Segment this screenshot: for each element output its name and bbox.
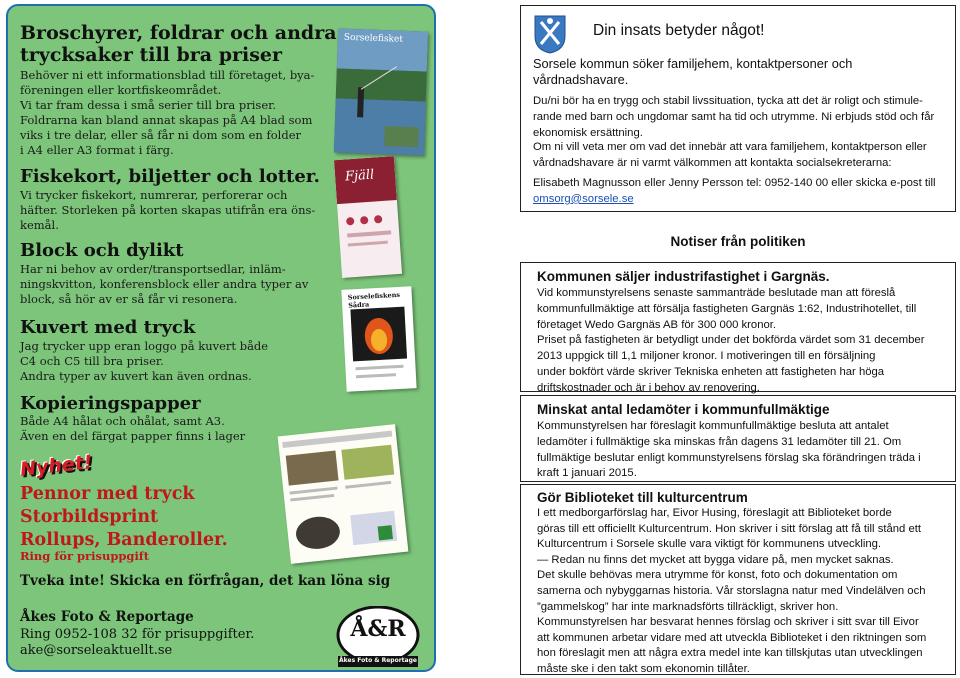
notis-line: Kommunstyrelsen har föreslagit kommunfullmäktige besluta att antalet (537, 420, 889, 432)
folder-layout-icon (278, 424, 409, 564)
kopiering-heading: Kopieringspapper (20, 393, 201, 414)
block-line: block, så hör av er så får vi resonera. (20, 292, 238, 306)
ring-prisuppgift: Ring för prisuppgift (20, 549, 150, 563)
company-name: Åkes Foto & Reportage (20, 609, 194, 625)
ad-intro-line: Vi tar fram dessa i små serier till bra priser. (20, 98, 277, 112)
kopiering-text (20, 414, 245, 444)
brochure-thumbnail-fire (341, 286, 416, 392)
thumb2-title: Fjäll (344, 167, 375, 185)
sorsele-coat-of-arms-icon (533, 14, 567, 54)
notis-line: Vid kommunstyrelsens senaste sammanträde beslutade man att föreslå (537, 287, 896, 299)
thumb3-title: Sorselefiskens Sådra (347, 290, 401, 310)
block-line: Har ni behov av order/transportsedlar, inläm- (20, 262, 286, 276)
logo-subtitle: Åkes Foto & Reportage (339, 657, 417, 664)
insats-box (520, 5, 956, 212)
fiske-line: kemål. (20, 218, 59, 232)
notis-line: 2013 uppgick till 1,1 miljoner kronor. I motiveringen till en försäljning (537, 350, 876, 363)
notis-bibliotek-text (537, 506, 953, 678)
fiske-text (20, 188, 315, 233)
kuvert-line: Andra typer av kuvert kan även ordnas. (20, 369, 252, 383)
notis-line: under bokfört värde skriver Tekniska enheten att fastigheten har höga (537, 365, 885, 378)
block-text (20, 262, 308, 307)
company-email[interactable]: ake@sorseleaktuellt.se (20, 643, 173, 658)
akes-logo (336, 606, 420, 668)
notis-ledamoter-title: Minskat antal ledamöter i kommunfullmäktige (537, 402, 830, 417)
notis-line: kommunfullmäktige att försälja fastigheten Gargnäs 1:62, Industrihotellet, till (537, 302, 917, 315)
kuvert-line: C4 och C5 till bra priser. (20, 354, 164, 368)
notiser-heading: Notiser från politiken (670, 234, 806, 249)
notis-line: att kommunen arbetar vidare med att utveckla Biblioteket i den riktningen som (537, 631, 927, 644)
fiske-line: Vi trycker fiskekort, numrerar, perforerar och (20, 188, 288, 202)
ad-intro-line: Foldrarna kan bland annat skapas på A4 blad som (20, 113, 313, 127)
brochure-thumbnail-folder (278, 424, 409, 564)
notis-line: I ett medborgarförslag har, Eivor Husing, föreslagit att Biblioteket borde (537, 507, 892, 519)
notis-line: kraft 1 januari 2015. (537, 467, 637, 480)
ad-title: Broschyrer, foldrar och andra trycksaker till bra priser (20, 22, 337, 66)
insats-p1: Du/ni bör ha en trygg och stabil livssituation, tycka att det är roligt och stimule-rande med barn och ungdomar samt ha tid och utrymme. Ni erbjuds stöd och får ekonomisk ersättning. (533, 95, 935, 139)
insats-subtitle: Sorsele kommun söker familjehem, kontaktpersoner och vårdnadshavare. (533, 56, 853, 87)
notis-box-bibliotek (520, 484, 956, 675)
ad-intro-line: i A4 eller A3 format i färg. (20, 143, 174, 157)
insats-title: Din insats betyder något! (593, 22, 765, 39)
ad-intro-line: viks i tre delar, eller så får ni dom som en folder (20, 128, 302, 142)
notis-bibliotek-title: Gör Biblioteket till kulturcentrum (537, 490, 748, 505)
fiske-line: häfter. Storleken på korten skapas utifrån era öns- (20, 203, 316, 217)
notis-line: ”gammelskog” har inte marknadsförts tillräckligt, skriver hon. (537, 600, 839, 613)
block-heading: Block och dylikt (20, 240, 184, 261)
storbild-line: Storbildsprint (20, 507, 159, 527)
notis-line: driftskostnader och är i behov av renovering. (537, 381, 760, 394)
notis-line: Det skulle behövas mera utrymme för konst, foto och dokumentation om (537, 569, 898, 582)
company-phone: Ring 0952-108 32 för prisuppgifter. (20, 627, 255, 642)
notis-line: hon föreslagit men att några extra medel inte kan tillskjutas utan utvecklingen (537, 647, 923, 660)
notis-line: Kulturcentrum i Sorsele skulle vara viktigt för kommunens utveckling. (537, 538, 882, 551)
insats-email-link[interactable]: omsorg@sorsele.se (533, 192, 634, 205)
advertisement-panel (6, 4, 436, 672)
ad-intro-line: Behöver ni ett informationsblad till företaget, bya- (20, 68, 315, 82)
kuvert-heading: Kuvert med tryck (20, 317, 196, 338)
insats-p3 (533, 176, 953, 208)
notis-line: Priset på fastigheten är betydligt under det bokförda värdet som 31 december (537, 334, 925, 347)
ad-intro-line: föreningen eller kortfiskeområdet. (20, 83, 222, 97)
fiske-heading: Fiskekort, biljetter och lotter. (20, 166, 320, 187)
notis-line: — Redan nu finns det mycket att bygga vidare på, men mycket saknas. (537, 553, 894, 566)
notis-line: måste ske i den takt som ekonomin tillåter. (537, 662, 750, 675)
notis-line: göras till ett officiellt Kulturcentrum. Hon skriver i sitt förslag att få till stånd ett (537, 522, 922, 535)
notis-box-gargnas (520, 262, 956, 392)
brochure-thumbnail-fjall (334, 156, 402, 278)
rollups-line: Rollups, Banderoller. (20, 530, 228, 550)
logo-text: Å&R (350, 616, 406, 642)
ad-intro (20, 68, 314, 158)
notis-box-ledamoter (520, 395, 956, 482)
brochure-thumbnail-fishing (334, 28, 428, 155)
tveka-line: Tveka inte! Skicka en förfrågan, det kan löna sig (20, 573, 391, 589)
notis-line: fullmäktige beslutar enligt kommunstyrelsens förslag ska förändringen träda i (537, 451, 921, 464)
kopiering-line: Även en del färgat papper finns i lager (20, 429, 246, 443)
kopiering-line: Både A4 hålat och ohålat, samt A3. (20, 414, 225, 428)
notis-line: samerna och nybyggarnas historia. Vår storslagna natur med Vindelälven och (537, 584, 926, 597)
notis-gargnas-title: Kommunen säljer industrifastighet i Gargnäs. (537, 269, 830, 284)
notis-line: företaget Wedo Gargnäs AB för 300 000 kronor. (537, 318, 777, 331)
thumb1-title: Sorselefisket (343, 32, 404, 45)
nyhet-badge: Nyhet! (19, 451, 94, 481)
kuvert-text (20, 339, 268, 384)
notis-gargnas-text (537, 286, 953, 397)
fishing-photo-icon (334, 28, 428, 155)
insats-p2: Om ni vill veta mer om vad det innebär att vara familjehem, kontaktperson eller vårdnadshavare är ni varmt välkommen att kontakta socialsekreterarna: (533, 141, 927, 169)
notis-line: ledamöter i fullmäktige ska minskas från dagens 31 ledamöter till 21. Om (537, 435, 902, 448)
kuvert-line: Jag trycker upp eran loggo på kuvert både (20, 339, 269, 353)
pennor-line: Pennor med tryck (20, 484, 195, 504)
notis-ledamoter-text (537, 419, 953, 482)
insats-contact-text: Elisabeth Magnusson eller Jenny Persson tel: 0952-140 00 eller skicka e-post till (533, 177, 936, 189)
block-line: ningskvitton, konferensblock eller andra typer av (20, 277, 309, 291)
notis-line: Kommunstyrelsen har besvarat hennes förslag och skriver i sitt svar till Eivor (537, 616, 919, 629)
